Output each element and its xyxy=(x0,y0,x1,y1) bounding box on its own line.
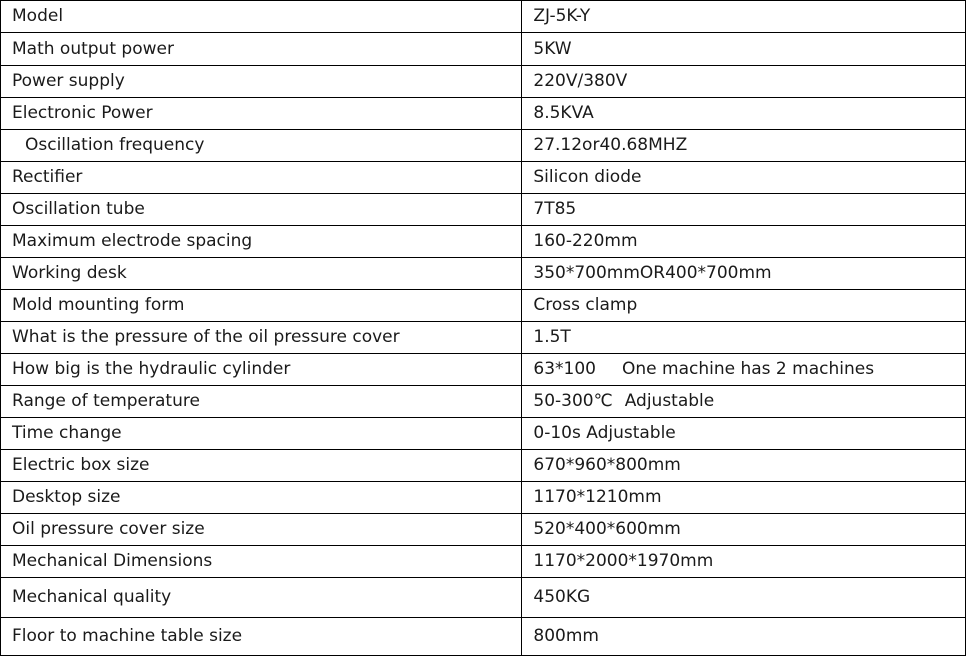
spec-value-main: 63*100 xyxy=(533,359,596,379)
spec-value: 1170*2000*1970mm xyxy=(522,546,966,578)
spec-label: Oscillation frequency xyxy=(1,130,522,162)
table-row xyxy=(1,618,966,656)
spec-value: 27.12or40.68MHZ xyxy=(522,130,966,162)
spec-value: 450KG xyxy=(522,578,966,618)
spec-label: Time change xyxy=(1,418,522,450)
table-row xyxy=(1,1,966,33)
spec-value: 670*960*800mm xyxy=(522,450,966,482)
table-row xyxy=(1,66,966,98)
table-row xyxy=(1,578,966,618)
spec-label: Working desk xyxy=(1,258,522,290)
spec-label: Floor to machine table size xyxy=(1,618,522,656)
spec-value: 8.5KVA xyxy=(522,98,966,130)
table-row xyxy=(1,194,966,226)
spec-value: 0-10s Adjustable xyxy=(522,418,966,450)
spec-value: 7T85 xyxy=(522,194,966,226)
spec-label: Desktop size xyxy=(1,482,522,514)
table-row xyxy=(1,33,966,66)
table-row xyxy=(1,322,966,354)
spec-label: Electric box size xyxy=(1,450,522,482)
spec-label: Electronic Power xyxy=(1,98,522,130)
table-row xyxy=(1,482,966,514)
spec-label: Mechanical Dimensions xyxy=(1,546,522,578)
table-row xyxy=(1,418,966,450)
spec-label: Power supply xyxy=(1,66,522,98)
spec-label: Rectifier xyxy=(1,162,522,194)
table-row xyxy=(1,98,966,130)
spec-label: Oil pressure cover size xyxy=(1,514,522,546)
spec-value-main: 50-300℃ xyxy=(533,391,613,411)
spec-value: 800mm xyxy=(522,618,966,656)
spec-label: Oscillation tube xyxy=(1,194,522,226)
spec-value xyxy=(522,386,966,418)
spec-value: 220V/380V xyxy=(522,66,966,98)
spec-label: Mold mounting form xyxy=(1,290,522,322)
spec-value: Cross clamp xyxy=(522,290,966,322)
table-row xyxy=(1,450,966,482)
spec-label: Mechanical quality xyxy=(1,578,522,618)
spec-value: 350*700mmOR400*700mm xyxy=(522,258,966,290)
table-row xyxy=(1,290,966,322)
spec-value-note: Adjustable xyxy=(624,391,715,411)
spec-label: Maximum electrode spacing xyxy=(1,226,522,258)
table-row xyxy=(1,354,966,386)
spec-value: 160-220mm xyxy=(522,226,966,258)
spec-value: 1170*1210mm xyxy=(522,482,966,514)
table-row xyxy=(1,162,966,194)
spec-value-note: One machine has 2 machines xyxy=(621,359,875,379)
table-row xyxy=(1,546,966,578)
spec-label: Range of temperature xyxy=(1,386,522,418)
table-row xyxy=(1,514,966,546)
spec-value: Silicon diode xyxy=(522,162,966,194)
table-row xyxy=(1,130,966,162)
spec-label: What is the pressure of the oil pressure cover xyxy=(1,322,522,354)
spec-label: Math output power xyxy=(1,33,522,66)
spec-value: 1.5T xyxy=(522,322,966,354)
spec-value: 520*400*600mm xyxy=(522,514,966,546)
spec-label: How big is the hydraulic cylinder xyxy=(1,354,522,386)
spec-value: ZJ-5K-Y xyxy=(522,1,966,33)
table-row xyxy=(1,258,966,290)
spec-value: 5KW xyxy=(522,33,966,66)
table-row xyxy=(1,386,966,418)
spec-value xyxy=(522,354,966,386)
spec-label: Model xyxy=(1,1,522,33)
table-row xyxy=(1,226,966,258)
